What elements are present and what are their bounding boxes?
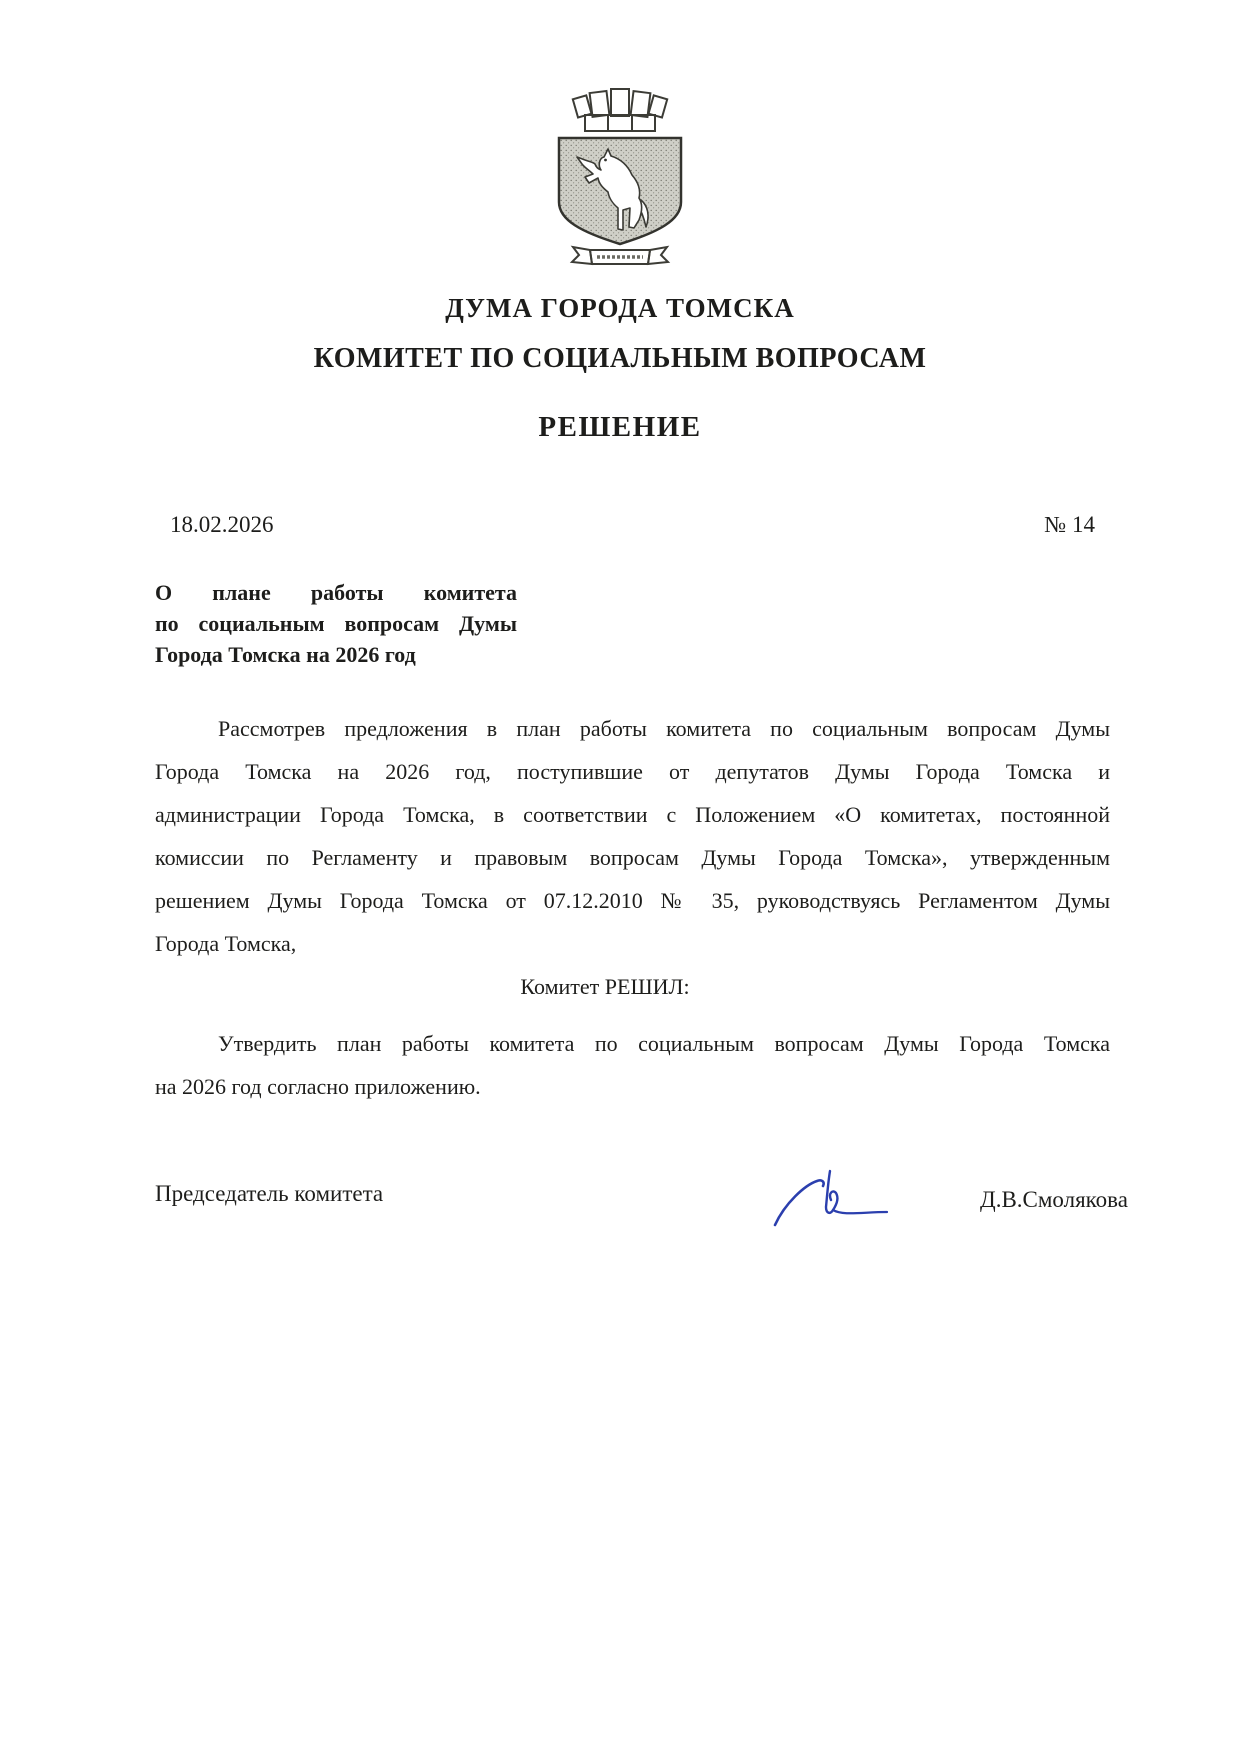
subject-line: О плане работы комитета bbox=[155, 580, 517, 605]
crown-shape bbox=[573, 89, 667, 131]
paragraph-line: Города Томска, bbox=[155, 931, 297, 956]
resolution-paragraph bbox=[155, 1022, 1110, 1108]
paragraph-line: Утвердить план работы комитета по социальным вопросам Думы Города Томска bbox=[218, 1031, 1110, 1056]
meta-row bbox=[155, 512, 1110, 537]
subject-line: Города Томска на 2026 год bbox=[155, 642, 416, 667]
document-header bbox=[0, 0, 1240, 442]
organization-name: ДУМА ГОРОДА ТОМСКА bbox=[445, 293, 795, 323]
document-body bbox=[0, 512, 1240, 1274]
document-date: 18.02.2026 bbox=[170, 512, 274, 537]
signature-name: Д.В.Смолякова bbox=[980, 1187, 1128, 1212]
preamble-paragraph bbox=[155, 707, 1110, 965]
paragraph-line: Рассмотрев предложения в план работы комитета по социальным вопросам Думы bbox=[218, 716, 1110, 741]
paragraph-line: решением Думы Города Томска от 07.12.2010 № 35, руководствуясь Регламентом Думы bbox=[155, 888, 1110, 913]
subject-line: по социальным вопросам Думы bbox=[155, 611, 517, 636]
tomsk-coat-of-arms-icon bbox=[535, 84, 705, 269]
document-type-title: РЕШЕНИЕ bbox=[538, 411, 702, 443]
committee-name: КОМИТЕТ ПО СОЦИАЛЬНЫМ ВОПРОСАМ bbox=[313, 343, 927, 374]
paragraph-line: комиссии по Регламенту и правовым вопросам Думы Города Томска», утвержденным bbox=[155, 845, 1110, 870]
resolution-heading: Комитет РЕШИЛ: bbox=[520, 974, 690, 999]
signature-block bbox=[155, 1159, 1128, 1274]
paragraph-line: администрации Города Томска, в соответствии с Положением «О комитетах, постоянной bbox=[155, 802, 1110, 827]
signature-position-title: Председатель комитета bbox=[155, 1181, 384, 1206]
document-number: № 14 bbox=[1044, 512, 1095, 537]
ribbon-shape bbox=[572, 247, 668, 264]
handwritten-signature-icon bbox=[767, 1159, 902, 1244]
paragraph-line: Города Томска на 2026 год, поступившие от депутатов Думы Города Томска и bbox=[155, 759, 1110, 784]
paragraph-line: на 2026 год согласно приложению. bbox=[155, 1074, 481, 1099]
subject-block bbox=[155, 577, 517, 670]
